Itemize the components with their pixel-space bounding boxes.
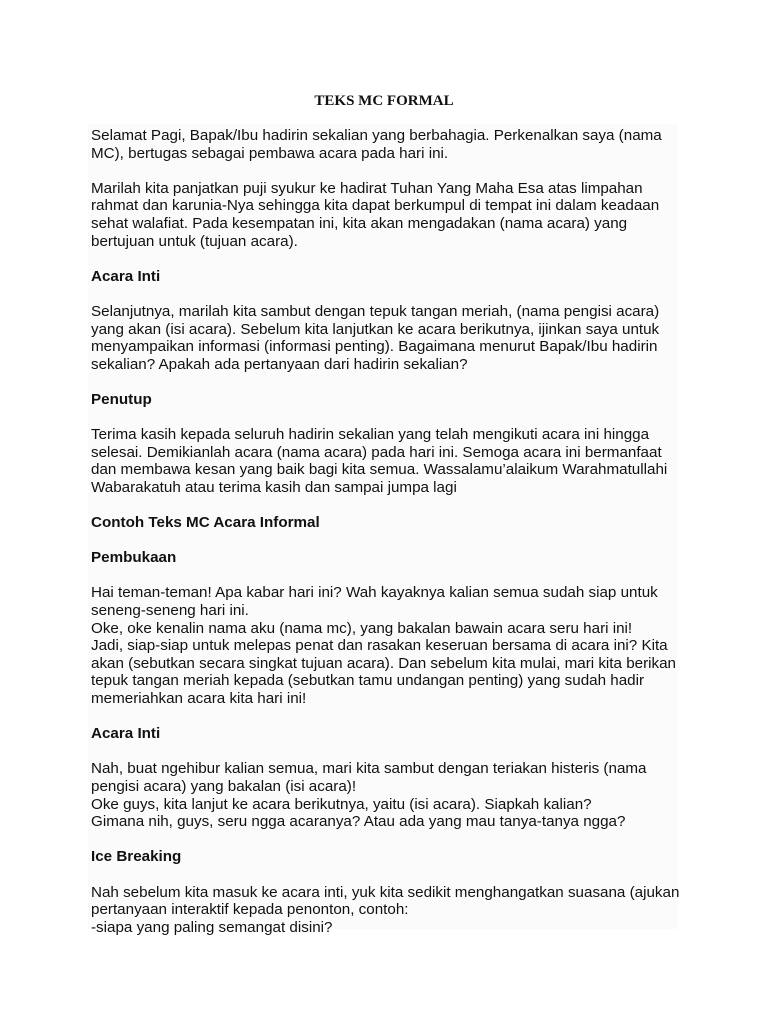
text-line: Nah, buat ngehibur kalian semua, mari kita sambut dengan teriakan histeris (nama: [91, 760, 647, 778]
document-body: [91, 127, 681, 936]
text-line: pertanyaan interaktif kepada penonton, contoh:: [91, 901, 409, 919]
paragraph-gratitude: [91, 180, 681, 250]
heading-penutup: Penutup: [91, 390, 152, 408]
heading-ice-breaking: Ice Breaking: [91, 848, 182, 866]
text-line: sekalian? Apakah ada pertanyaan dari hadirin sekalian?: [91, 355, 468, 373]
paragraph-penutup: [91, 426, 681, 496]
text-line: pengisi acara) yang bakalan (isi acara)!: [91, 777, 357, 795]
text-line: MC), bertugas sebagai pembawa acara pada hari ini.: [91, 144, 449, 162]
text-line: Oke guys, kita lanjut ke acara berikutnya, yaitu (isi acara). Siapkah kalian?: [91, 795, 592, 813]
text-line: Selamat Pagi, Bapak/Ibu hadirin sekalian yang berbahagia. Perkenalkan saya (nama: [91, 127, 662, 144]
text-line: seneng-seneng hari ini.: [91, 602, 249, 620]
paragraph-opening: [91, 127, 681, 162]
text-line: Oke, oke kenalin nama aku (nama mc), yang bakalan bawain acara seru hari ini!: [91, 619, 633, 637]
heading-contoh-informal: Contoh Teks MC Acara Informal: [91, 514, 320, 532]
text-line: sehat walafiat. Pada kesempatan ini, kita akan mengadakan (nama acara) yang: [91, 214, 628, 232]
text-line: rahmat dan karunia-Nya sehingga kita dapat berkumpul di tempat ini dalam keadaan: [91, 197, 660, 215]
text-line: Wabarakatuh atau terima kasih dan sampai jumpa lagi: [91, 478, 457, 496]
document-title: TEKS MC FORMAL: [314, 93, 454, 109]
text-line: Gimana nih, guys, seru ngga acaranya? Atau ada yang mau tanya-tanya ngga?: [91, 813, 626, 831]
text-line: bertujuan untuk (tujuan acara).: [91, 232, 298, 250]
paragraph-pembukaan: [91, 584, 681, 707]
heading-pembukaan: Pembukaan: [91, 549, 177, 567]
heading-acara-inti-informal: Acara Inti: [91, 725, 161, 743]
paragraph-acara-inti: [91, 303, 681, 373]
text-line: Marilah kita panjatkan puji syukur ke hadirat Tuhan Yang Maha Esa atas limpahan: [91, 179, 643, 197]
text-line: selesai. Demikianlah acara (nama acara) pada hari ini. Semoga acara ini bermanfaat: [91, 443, 662, 461]
text-line: yang akan (isi acara). Sebelum kita lanjutkan ke acara berikutnya, ijinkan saya untuk: [91, 320, 660, 338]
text-line: Terima kasih kepada seluruh hadirin sekalian yang telah mengikuti acara ini hingga: [91, 426, 650, 444]
text-line: Hai teman-teman! Apa kabar hari ini? Wah kayaknya kalian semua sudah siap untuk: [91, 584, 658, 602]
text-line: Selanjutnya, marilah kita sambut dengan tepuk tangan meriah, (nama pengisi acara): [91, 302, 660, 320]
text-line: dan membawa kesan yang baik bagi kita semua. Wassalamu’alaikum Warahmatullahi: [91, 461, 668, 479]
paragraph-acara-inti-informal: [91, 760, 681, 830]
heading-acara-inti: Acara Inti: [91, 267, 161, 285]
text-line: tepuk tangan meriah kepada (sebutkan tamu undangan penting) yang sudah hadir: [91, 672, 645, 690]
text-line: -siapa yang paling semangat disini?: [91, 918, 333, 936]
text-line: menyampaikan informasi (informasi penting). Bagaimana menurut Bapak/Ibu hadirin: [91, 338, 658, 356]
paragraph-ice-breaking: [91, 884, 681, 937]
text-line: akan (sebutkan secara singkat tujuan acara). Dan sebelum kita mulai, mari kita berikan: [91, 654, 677, 672]
text-line: memeriahkan acara kita hari ini!: [91, 690, 307, 707]
text-line: Nah sebelum kita masuk ke acara inti, yuk kita sedikit menghangatkan suasana (ajukan: [91, 883, 680, 901]
text-line: Jadi, siap-siap untuk melepas penat dan rasakan keseruan bersama di acara ini? Kita: [91, 637, 668, 655]
